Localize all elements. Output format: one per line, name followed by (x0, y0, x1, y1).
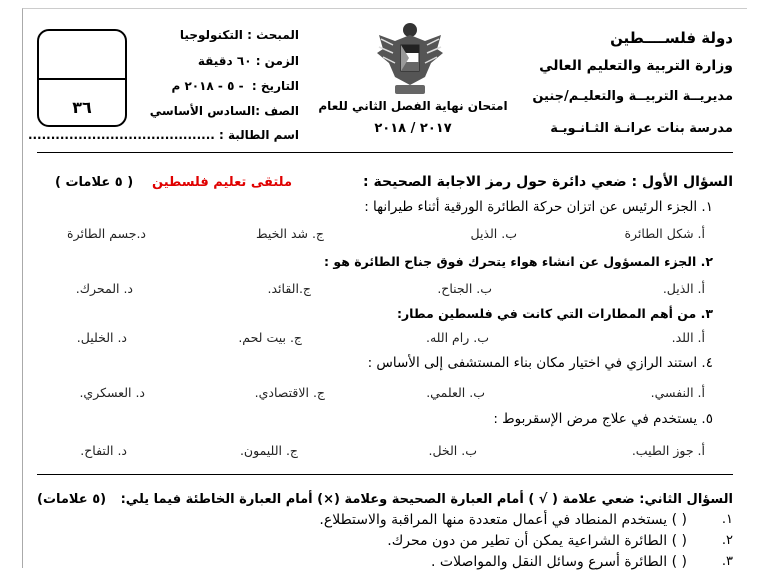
header-divider (37, 152, 733, 153)
school-name: مدرسة بنات عرانـة الثـانـويـة (550, 121, 733, 136)
question-2: ٢. الجزء المسؤول عن انشاء هواء يتحرك فوق جناح الطائرة هو : (324, 254, 713, 269)
question-5: ٥. يستخدم في علاج مرض الإسقربوط : (493, 411, 713, 427)
grade-field: الصف :السادس الأساسي (149, 104, 299, 118)
q1-option-d[interactable]: د.جسم الطائرة (67, 226, 146, 241)
question-3: ٣. من أهم المطارات التي كانت في فلسطين مطار: (396, 306, 713, 321)
score-box (37, 29, 127, 127)
section-divider (37, 474, 733, 475)
q5-option-c[interactable]: ج. الليمون. (239, 443, 298, 458)
brand-label: ملتقى تعليم فلسطين (152, 175, 292, 190)
tf-item-3[interactable]: ( ) الطائرة أسرع وسائل النقل والمواصلات . (431, 554, 687, 570)
directorate-name: مديريــة التربيــة والتعليـم/جنين (532, 89, 733, 104)
section2-title: السؤال الثاني: ضعي علامة ( √ ) أمام العبارة الصحيحة وعلامة (×) أمام العبارة الخاطئة فيما يلي: (120, 492, 733, 507)
q3-option-c[interactable]: ج. بيت لحم. (238, 330, 302, 345)
q3-option-a[interactable]: أ. اللد. (671, 330, 705, 345)
question-1: ١. الجزء الرئيس عن اتزان حركة الطائرة الورقية أثناء طيرانها : (364, 199, 713, 215)
q5-option-b[interactable]: ب. الخل. (428, 443, 477, 458)
q3-option-b[interactable]: ب. رام الله. (425, 330, 489, 345)
q4-option-b[interactable]: ب. العلمي. (426, 385, 485, 400)
tf-item-1-number: ١. (721, 512, 733, 527)
q2-option-c[interactable]: ج.القائد. (267, 281, 311, 296)
q1-option-a[interactable]: أ. شكل الطائرة (624, 226, 705, 241)
q5-option-d[interactable]: د. التفاح. (80, 443, 127, 458)
q4-option-d[interactable]: د. العسكري. (79, 385, 145, 400)
section2-marks: (٥ علامات) (37, 492, 107, 507)
q2-option-a[interactable]: أ. الذيل. (662, 281, 705, 296)
tf-item-2-number: ٢. (721, 533, 733, 548)
student-name-field[interactable]: اسم الطالبة : ......................................... (27, 128, 299, 142)
q2-option-b[interactable]: ب. الجناح. (437, 281, 492, 296)
exam-title: امتحان نهاية الفصل الثاني للعام (318, 99, 508, 113)
time-field: الزمن : ٦٠ دقيقة (197, 54, 299, 68)
exam-page (22, 8, 747, 568)
q4-option-a[interactable]: أ. النفسي. (650, 385, 705, 400)
date-field: التاريخ : ‍ - ٥ - ٢٠١٨ م (171, 79, 299, 93)
tf-item-3-number: ٣. (721, 554, 733, 569)
q3-option-d[interactable]: د. الخليل. (76, 330, 127, 345)
q1-option-b[interactable]: ب. الذيل (470, 226, 517, 241)
q5-option-a[interactable]: أ. جوز الطيب. (631, 443, 705, 458)
subject-field: المبحث : التكنولوجيا (179, 28, 299, 42)
q1-option-c[interactable]: ج. شد الخيط (255, 226, 324, 241)
q4-option-c[interactable]: ج. الاقتصادي. (254, 385, 325, 400)
question-4: ٤. استند الرازي في اختيار مكان بناء المستشفى إلى الأساس : (367, 355, 713, 371)
ministry-name: وزارة التربية والتعليم العالي (539, 58, 733, 74)
academic-year: ٢٠١٧ / ٢٠١٨ (374, 121, 452, 136)
tf-item-2[interactable]: ( ) الطائرة الشراعية يمكن أن تطير من دون محرك. (387, 533, 687, 549)
country-name: دولة فلســــطين (610, 29, 733, 47)
score-divider (39, 78, 125, 80)
section1-title: السؤال الأول : ضعي دائرة حول رمز الاجابة الصحيحة : (363, 174, 733, 190)
palestine-emblem-icon (373, 19, 447, 99)
q2-option-d[interactable]: د. المحرك. (75, 281, 133, 296)
section1-marks: ( ٥ علامات ) (55, 175, 134, 190)
tf-item-1[interactable]: ( ) يستخدم المنطاد في أعمال متعددة منها المراقبة والاستطلاع. (319, 512, 687, 528)
score-total: ٣٦ (72, 98, 92, 117)
